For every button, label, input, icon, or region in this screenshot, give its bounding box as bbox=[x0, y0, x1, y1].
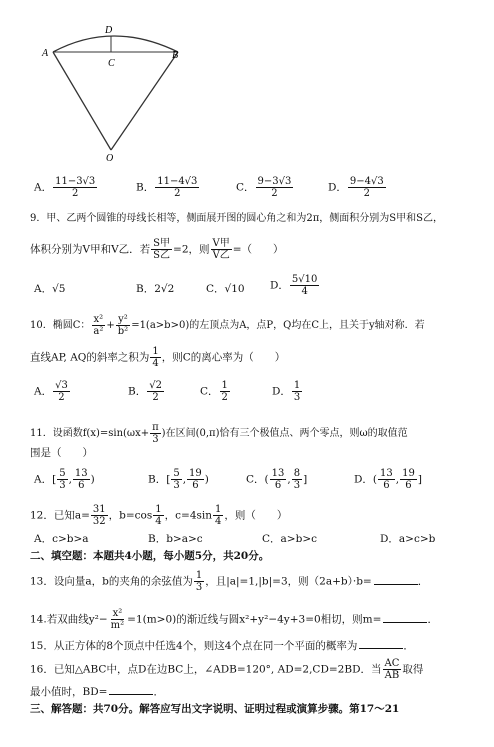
q14-line: 14.若双曲线y²− $\frac{\text{x²}}{\text{m²}}$ =1(m>0)的渐近线与圆x²+y²−4y+3=0相切，则m= ． bbox=[30, 608, 438, 631]
q9-option-d: D． $\frac{5√10}{4}$ bbox=[270, 274, 318, 297]
sector-figure bbox=[38, 22, 188, 162]
q10-option-a: A． $\frac{√3}{2}$ bbox=[34, 380, 68, 403]
q11-option-c: C．( $\frac{13}{6}$ , $\frac{8}{3}$ ] bbox=[246, 468, 308, 491]
q12-option-c: C．a>b>c bbox=[262, 533, 317, 545]
q10-option-d: D． $\frac{1}{3}$ bbox=[272, 380, 301, 403]
q15-answer-blank[interactable] bbox=[359, 638, 403, 649]
q12-option-a: A．c>b>a bbox=[34, 533, 89, 545]
q10-option-c: C． $\frac{1}{2}$ bbox=[200, 380, 228, 403]
q11-option-b: B．[ $\frac{5}{3}$ , $\frac{19}{6}$ ) bbox=[148, 468, 209, 491]
label-D: D bbox=[105, 25, 113, 36]
q9-line2: 体积分别为V甲和V乙．若 $\frac{\text{S甲}}{\text{S乙}}$ =2，则 $\frac{\text{V甲}}{\text{V乙}}$ =（ ） bbox=[30, 238, 284, 261]
q15-line: 15．从正方体的8个顶点中任选4个，则这4个点在同一个平面的概率为 ． bbox=[30, 640, 414, 652]
q10-line2: 直线AP, AQ的斜率之积为 $\frac{1}{4}$ ，则C的离心率为（ ） bbox=[30, 346, 286, 369]
q8-option-d: D． $\frac{9-4√3}{2}$ bbox=[328, 176, 384, 199]
q10-line1: 10．椭圆C： $\frac{\text{x²}}{\text{a²}}$ + $\frac{\text{y²}}{\text{b²}}$ =1(a>b>0)的左顶点为A，点P，Q均在C上，且关于y轴对称．若 bbox=[30, 314, 425, 337]
q13-answer-blank[interactable] bbox=[374, 574, 418, 585]
q14-answer-blank[interactable] bbox=[383, 612, 427, 623]
q9-option-b: B．2√2 bbox=[136, 283, 175, 295]
q16-line2: 最小值时，BD= ． bbox=[30, 686, 164, 698]
q12-option-d: D．a>c>b bbox=[380, 533, 436, 545]
section3-heading: 三、解答题：共70分。解答应写出文字说明、证明过程或演算步骤。第17～21 bbox=[30, 703, 400, 715]
label-C: C bbox=[108, 58, 115, 69]
label-A: A bbox=[42, 48, 49, 59]
q9-option-a: A．√5 bbox=[34, 283, 66, 295]
q13-line: 13．设向量a，b的夹角的余弦值为 $\frac{1}{3}$ ，且|a|=1,|b|=3，则（2a+b）·b= ． bbox=[30, 570, 429, 593]
q11-option-d: D．( $\frac{13}{6}$ , $\frac{19}{6}$ ] bbox=[354, 468, 422, 491]
q11-line1: 11．设函数f(x)=sin(ωx+ $\frac{\pi}{3}$ )在区间(0,π)恰有三个极值点、两个零点，则ω的取值范 bbox=[30, 422, 408, 445]
q8-option-c: C． $\frac{9-3√3}{2}$ bbox=[236, 176, 292, 199]
q16-line1: 16．已知△ABC中，点D在边BC上，∠ADB=120°, AD=2,CD=2BD．当 $\frac{AC}{AB}$ 取得 bbox=[30, 658, 424, 681]
q9-option-c: C．√10 bbox=[206, 283, 245, 295]
label-B: B bbox=[172, 50, 179, 61]
q12-option-b: B．b>a>c bbox=[148, 533, 203, 545]
q10-option-b: B． $\frac{√2}{2}$ bbox=[128, 380, 162, 403]
q11-line2: 围是（ ） bbox=[30, 447, 93, 459]
label-O: O bbox=[106, 153, 114, 162]
q8-option-a: A． $\frac{11-3√3}{2}$ bbox=[34, 176, 96, 199]
q16-answer-blank[interactable] bbox=[109, 684, 153, 695]
section2-heading: 二、填空题：本题共4小题，每小题5分，共20分。 bbox=[30, 550, 270, 562]
q8-option-b: B． $\frac{11-4√3}{2}$ bbox=[136, 176, 198, 199]
q9-line1: 9．甲、乙两个圆锥的母线长相等，侧面展开图的圆心角之和为2π，侧面积分别为S甲和S乙， bbox=[30, 213, 443, 224]
q11-option-a: A．[ $\frac{5}{3}$ , $\frac{13}{6}$ ) bbox=[34, 468, 95, 491]
q12-line1: 12．已知a= $\frac{31}{32}$ ，b=cos $\frac{1}{4}$ ，c=4sin $\frac{1}{4}$ ，则（ ） bbox=[30, 504, 288, 527]
